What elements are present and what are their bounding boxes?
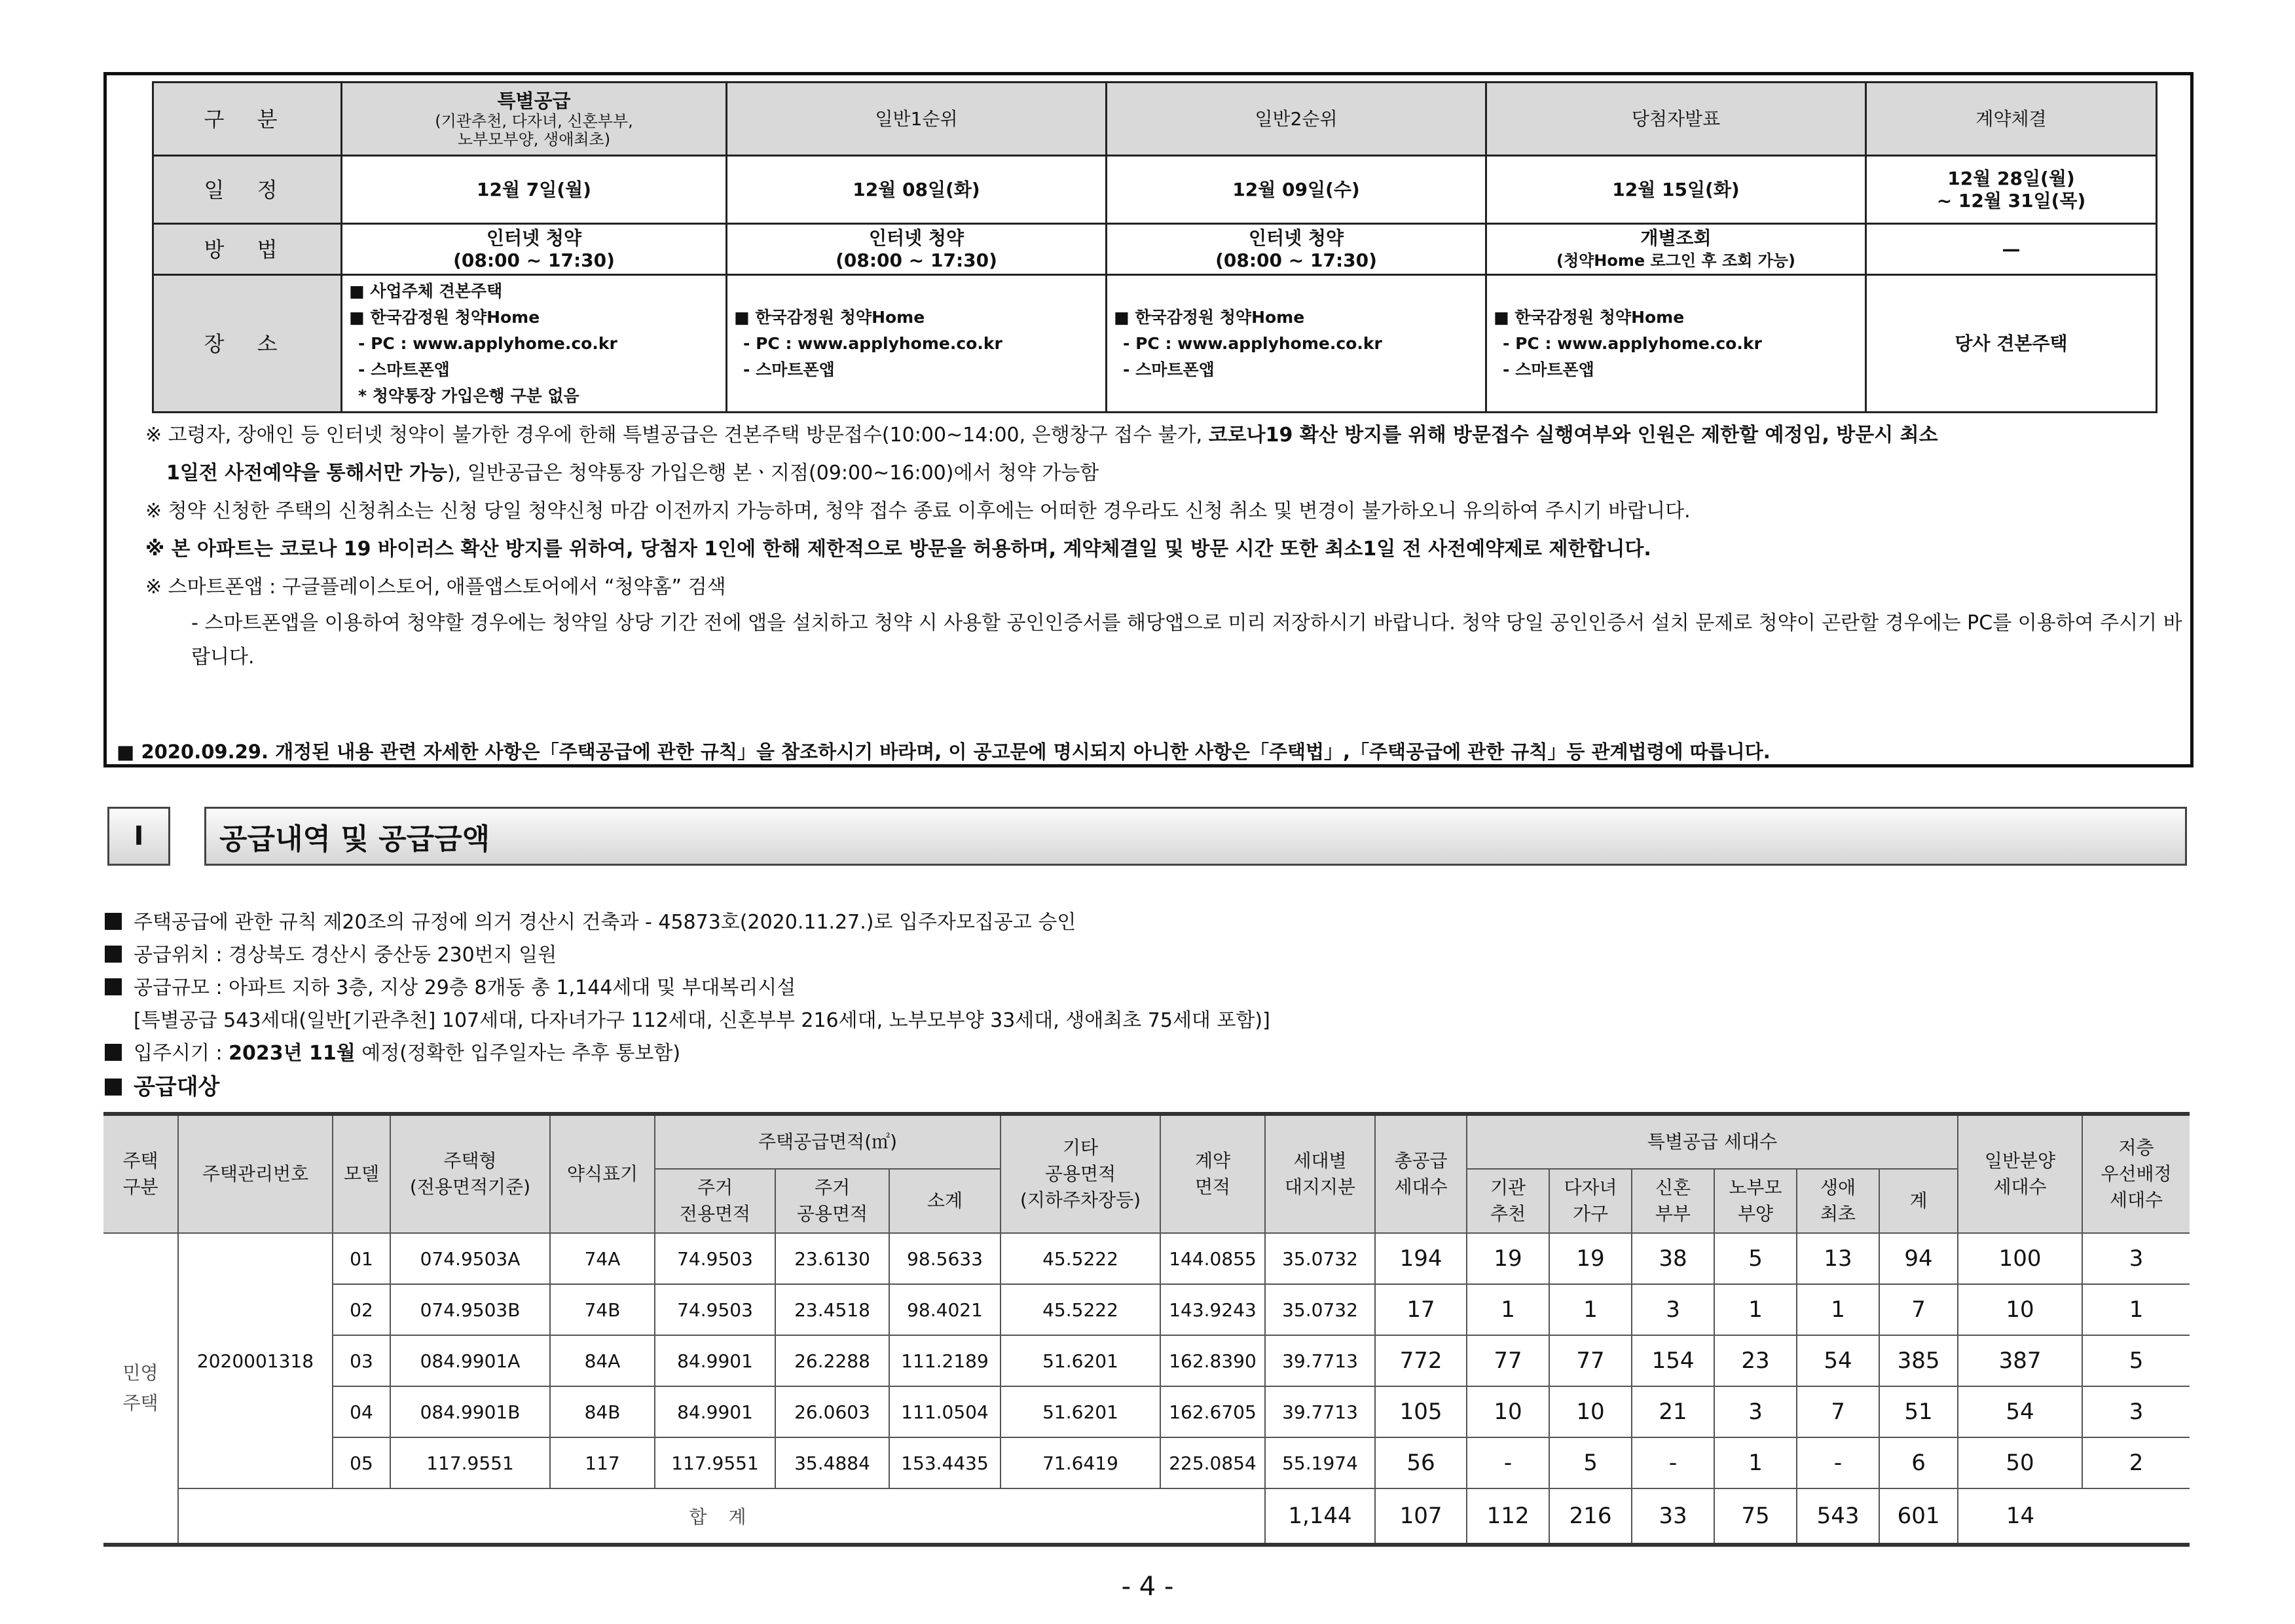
- place-line: ■ 한국감정원 청약Home: [1114, 307, 1305, 327]
- supply-target-heading: [105, 1069, 219, 1101]
- cell-multichild: 19: [1549, 1233, 1632, 1284]
- header-abbr: 약식표기: [550, 1114, 655, 1233]
- cell-subtotal: 98.5633: [889, 1233, 1001, 1284]
- note-2: ※ 청약 신청한 주택의 신청취소는 신청 당일 청약신청 마감 이전까지 가능하며, 청약 접수 종료 이후에는 어떠한 경우라도 신청 취소 및 변경이 불가하오니 유의하여 주시기 바랍니다.: [145, 500, 1691, 523]
- table-row: [103, 1386, 2190, 1437]
- table-row: [103, 1233, 2190, 1284]
- header-mgmt: 주택관리번호: [178, 1114, 333, 1233]
- place-line: - PC : www.applyhome.co.kr: [743, 333, 1002, 353]
- cell-common: 26.0603: [775, 1386, 889, 1437]
- info-text: 공급위치 : 경상북도 경산시 중산동 230번지 일원: [134, 944, 557, 967]
- cell-common: 35.4884: [775, 1437, 889, 1488]
- cell-firsttime: 13: [1797, 1233, 1879, 1284]
- info-text: 주택공급에 관한 규칙 제20조의 규정에 의거 경산시 건축과 - 45873호(2020.11.27.)로 입주자모집공고 승인: [134, 911, 1076, 934]
- cell-institution: 19: [1467, 1233, 1549, 1284]
- cell-model: 05: [333, 1437, 390, 1488]
- header-text: 세대별: [1293, 1150, 1347, 1172]
- info-text: 입주시기 :: [134, 1042, 229, 1065]
- method-label: 방 법: [153, 224, 342, 275]
- info-text: 예정(정확한 입주일자는 추후 통보함): [355, 1042, 681, 1065]
- schedule-header-winner: 당첨자발표: [1486, 83, 1866, 156]
- cell-total: 772: [1375, 1335, 1467, 1386]
- section-number: Ⅰ: [107, 807, 170, 866]
- header-text: 기관: [1490, 1177, 1526, 1198]
- place-line: - 스마트폰앱: [1123, 360, 1215, 379]
- cell-general: 54: [1958, 1386, 2082, 1437]
- place-line: - PC : www.applyhome.co.kr: [1123, 333, 1382, 353]
- cell-common: 23.4518: [775, 1284, 889, 1335]
- cell-etc: 51.6201: [1001, 1386, 1160, 1437]
- total-multichild: 112: [1467, 1488, 1549, 1545]
- cell-model: 01: [333, 1233, 390, 1284]
- cell-contract: 162.6705: [1160, 1386, 1265, 1437]
- note-1b: [145, 454, 2188, 492]
- cell-contract: 143.9243: [1160, 1284, 1265, 1335]
- cell-land: 35.0732: [1265, 1233, 1375, 1284]
- header-multichild: [1549, 1169, 1632, 1233]
- header-newlywed: [1632, 1169, 1714, 1233]
- header-low-floor: [2082, 1114, 2190, 1233]
- total-sum: 543: [1797, 1488, 1879, 1545]
- header-text: 계약: [1194, 1150, 1231, 1172]
- header-text: 다자녀: [1564, 1177, 1617, 1198]
- cell-newlywed: -: [1632, 1437, 1714, 1488]
- cell-elderly: 3: [1714, 1386, 1797, 1437]
- header-text: 부양: [1737, 1203, 1774, 1225]
- header-text: 가구: [1572, 1203, 1609, 1225]
- header-text: 최초: [1820, 1203, 1856, 1225]
- header-text: 대지지분: [1284, 1176, 1356, 1198]
- place-line: ■ 한국감정원 청약Home: [1494, 307, 1685, 327]
- cell-land: 39.7713: [1265, 1335, 1375, 1386]
- cell-subtotal: 153.4435: [889, 1437, 1001, 1488]
- place-line: - PC : www.applyhome.co.kr: [358, 333, 617, 353]
- cell-low-floor: 1: [2082, 1284, 2190, 1335]
- header-land: [1265, 1114, 1375, 1233]
- date-contract: [1866, 156, 2157, 224]
- header-text: 주거: [697, 1177, 733, 1198]
- place-line: ■ 사업주체 견본주택: [349, 281, 503, 301]
- header-sum: 계: [1879, 1169, 1958, 1233]
- header-text: 추천: [1490, 1203, 1526, 1225]
- info-line-special: [특별공급 543세대(일반[기관추천] 107세대, 다자녀가구 112세대, 신혼부부 216세대, 노부모부양 33세대, 생애최초 75세대 포함)]: [134, 1009, 1270, 1032]
- section-title: 공급내역 및 공급금액: [204, 807, 2187, 866]
- table-row: [103, 1284, 2190, 1335]
- header-text: 주택형: [443, 1150, 497, 1172]
- cell-model: 04: [333, 1386, 390, 1437]
- header-text: 구분: [122, 1176, 158, 1198]
- cell-subtotal: 111.2189: [889, 1335, 1001, 1386]
- bullet-square-icon: [105, 913, 122, 930]
- cell-etc: 71.6419: [1001, 1437, 1160, 1488]
- cell-firsttime: -: [1797, 1437, 1879, 1488]
- header-text: 전용면적: [679, 1203, 751, 1225]
- cell-elderly: 23: [1714, 1335, 1797, 1386]
- cell-abbr: 74A: [550, 1233, 655, 1284]
- note-bold-text: 코로나19 확산 방지를 위해 방문접수 실행여부와 인원은 제한할 예정임, 방문시 최소: [1208, 424, 1938, 447]
- cell-low-floor: 5: [2082, 1335, 2190, 1386]
- date-special: 12월 7일(월): [342, 156, 727, 224]
- special-sub2: 노부모부양, 생애최초): [457, 130, 611, 149]
- cell-firsttime: 7: [1797, 1386, 1879, 1437]
- schedule-header-gen2: 일반2순위: [1107, 83, 1486, 156]
- cell-etc: 45.5222: [1001, 1233, 1160, 1284]
- header-text: 주거: [814, 1177, 851, 1198]
- category-text: 민영: [122, 1362, 158, 1384]
- date-contract-end: ~ 12월 31일(목): [1936, 189, 2086, 212]
- cell-exclusive: 84.9901: [655, 1335, 775, 1386]
- method-hours: (08:00 ~ 17:30): [835, 249, 997, 271]
- place-line: ■ 한국감정원 청약Home: [349, 307, 540, 327]
- schedule-header-gen1: 일반1순위: [727, 83, 1107, 156]
- header-firsttime: [1797, 1169, 1879, 1233]
- cell-total: 56: [1375, 1437, 1467, 1488]
- cell-model: 03: [333, 1335, 390, 1386]
- place-label: 장 소: [153, 275, 342, 413]
- category-cell: [103, 1233, 178, 1545]
- header-etc: [1001, 1114, 1160, 1233]
- info-line-movein: [105, 1037, 1270, 1070]
- header-house: [390, 1114, 550, 1233]
- info-line-scale: [105, 972, 1270, 1005]
- note-1a: [145, 416, 2188, 454]
- date-gen2: 12월 09일(수): [1107, 156, 1486, 224]
- bullet-square-icon: [105, 946, 122, 963]
- cell-institution: 1: [1467, 1284, 1549, 1335]
- method-gen2: [1107, 224, 1486, 275]
- cell-abbr: 84B: [550, 1386, 655, 1437]
- bullet-square-icon: [105, 1044, 122, 1061]
- schedule-date-row: [153, 156, 2157, 224]
- cell-etc: 51.6201: [1001, 1335, 1160, 1386]
- cell-type: 084.9901A: [390, 1335, 550, 1386]
- mgmt-number-cell: 2020001318: [178, 1233, 333, 1488]
- place-line: ■ 한국감정원 청약Home: [734, 307, 925, 327]
- date-winner: 12월 15일(화): [1486, 156, 1866, 224]
- date-label: 일 정: [153, 156, 342, 224]
- cell-sum: 51: [1879, 1386, 1958, 1437]
- cell-land: 55.1974: [1265, 1437, 1375, 1488]
- header-text: 저층: [2118, 1137, 2154, 1158]
- header-text: 신혼: [1655, 1177, 1691, 1198]
- method-contract: —: [1866, 224, 2157, 275]
- total-total: 1,144: [1265, 1488, 1375, 1545]
- header-text: 면적: [1194, 1176, 1231, 1198]
- header-text: 생애: [1820, 1177, 1856, 1198]
- supply-header-row-1: [103, 1114, 2190, 1169]
- header-text: 공용면적: [1044, 1163, 1116, 1185]
- special-sub1: (기관추천, 다자녀, 신혼부부,: [435, 111, 633, 130]
- cell-total: 105: [1375, 1386, 1467, 1437]
- info-line-approval: [105, 906, 1270, 939]
- place-line: - 스마트폰앱: [358, 360, 450, 379]
- cell-contract: 162.8390: [1160, 1335, 1265, 1386]
- cell-newlywed: 38: [1632, 1233, 1714, 1284]
- total-low-floor: 14: [1958, 1488, 2082, 1545]
- header-text: 세대수: [2109, 1189, 2163, 1211]
- cell-type: 084.9901B: [390, 1386, 550, 1437]
- header-type: [103, 1114, 178, 1233]
- place-line: - PC : www.applyhome.co.kr: [1503, 333, 1762, 353]
- supply-table: [103, 1112, 2190, 1547]
- cell-abbr: 74B: [550, 1284, 655, 1335]
- method-gen1: [727, 224, 1107, 275]
- cell-abbr: 117: [550, 1437, 655, 1488]
- table-row: [103, 1335, 2190, 1386]
- place-line: - 스마트폰앱: [1503, 360, 1594, 379]
- cell-multichild: 10: [1549, 1386, 1632, 1437]
- cell-general: 10: [1958, 1284, 2082, 1335]
- total-newlywed: 216: [1549, 1488, 1632, 1545]
- special-title: 특별공급: [497, 89, 571, 112]
- header-special: 특별공급 세대수: [1467, 1114, 1958, 1169]
- note-5: - 스마트폰앱을 이용하여 청약할 경우에는 청약일 상당 기간 전에 앱을 설치하고 청약 시 사용할 공인인증서를 해당앱으로 미리 저장하시기 바랍니다. 청약 당일 공인인증서 설치 문제로 청약이 곤란할 경우에는 PC를 이용하여 주시기 바랍니다.: [191, 612, 2182, 669]
- cell-multichild: 5: [1549, 1437, 1632, 1488]
- cell-elderly: 1: [1714, 1437, 1797, 1488]
- note-bold-text: 1일전 사전예약을 통해서만 가능: [166, 462, 447, 485]
- cell-etc: 45.5222: [1001, 1284, 1160, 1335]
- header-elderly: [1714, 1169, 1797, 1233]
- info-text: 공급규모 : 아파트 지하 3층, 지상 29층 8개동 총 1,144세대 및 부대복리시설: [134, 976, 796, 999]
- cell-low-floor: 2: [2082, 1437, 2190, 1488]
- place-special: [342, 275, 727, 413]
- header-text: 일반분양: [1984, 1150, 2056, 1172]
- total-firsttime: 75: [1714, 1488, 1797, 1545]
- cell-multichild: 1: [1549, 1284, 1632, 1335]
- cell-model: 02: [333, 1284, 390, 1335]
- header-text: 공용면적: [796, 1203, 868, 1225]
- method-winner-sub: (청약Home 로그인 후 조회 가능): [1556, 251, 1796, 270]
- note-text: ※ 고령자, 장애인 등 인터넷 청약이 불가한 경우에 한해 특별공급은 견본주택 방문접수(10:00~14:00, 은행창구 접수 불가,: [145, 424, 1209, 447]
- schedule-table: [152, 81, 2157, 413]
- category-text: 주택: [122, 1392, 158, 1414]
- place-line: * 청약통장 가입은행 구분 없음: [358, 386, 579, 405]
- method-online: 인터넷 청약: [1249, 227, 1344, 249]
- method-winner: [1486, 224, 1866, 275]
- supply-info: [105, 906, 1270, 1070]
- date-contract-start: 12월 28일(월): [1947, 167, 2075, 189]
- totals-row: [103, 1488, 2190, 1545]
- cell-type: 117.9551: [390, 1437, 550, 1488]
- header-text: 총공급: [1394, 1150, 1448, 1172]
- cell-sum: 7: [1879, 1284, 1958, 1335]
- header-model: 모델: [333, 1114, 390, 1233]
- cell-common: 23.6130: [775, 1233, 889, 1284]
- cell-land: 39.7713: [1265, 1386, 1375, 1437]
- info-bold-text: 2023년 11월: [229, 1042, 356, 1065]
- cell-total: 194: [1375, 1233, 1467, 1284]
- method-hours: (08:00 ~ 17:30): [1215, 249, 1377, 271]
- cell-newlywed: 21: [1632, 1386, 1714, 1437]
- bullet-square-icon: [105, 1079, 122, 1096]
- cell-sum: 94: [1879, 1233, 1958, 1284]
- table-row: [103, 1437, 2190, 1488]
- cell-total: 17: [1375, 1284, 1467, 1335]
- cell-abbr: 84A: [550, 1335, 655, 1386]
- cell-contract: 225.0854: [1160, 1437, 1265, 1488]
- schedule-header-special: [342, 83, 727, 156]
- place-line: - 스마트폰앱: [743, 360, 835, 379]
- header-contract: [1160, 1114, 1265, 1233]
- cell-land: 35.0732: [1265, 1284, 1375, 1335]
- cell-institution: 10: [1467, 1386, 1549, 1437]
- note-text: ), 일반공급은 청약통장 가입은행 본ㆍ지점(09:00~16:00)에서 청약 가능함: [447, 462, 1099, 485]
- cell-elderly: 5: [1714, 1233, 1797, 1284]
- cell-exclusive: 84.9901: [655, 1386, 775, 1437]
- cell-type: 074.9503A: [390, 1233, 550, 1284]
- header-text: 부부: [1655, 1203, 1691, 1225]
- cell-exclusive: 74.9503: [655, 1284, 775, 1335]
- header-text: 기타: [1062, 1137, 1099, 1158]
- header-text: 세대수: [1394, 1176, 1448, 1198]
- cell-institution: -: [1467, 1437, 1549, 1488]
- subhead-text: 공급대상: [134, 1074, 220, 1100]
- header-common: [775, 1169, 889, 1233]
- cell-exclusive: 74.9503: [655, 1233, 775, 1284]
- schedule-place-row: [153, 275, 2157, 413]
- cell-multichild: 77: [1549, 1335, 1632, 1386]
- header-subtotal: 소계: [889, 1169, 1001, 1233]
- date-gen1: 12월 08일(화): [727, 156, 1107, 224]
- method-online: 인터넷 청약: [869, 227, 964, 249]
- header-general: [1958, 1114, 2082, 1233]
- header-institution: [1467, 1169, 1549, 1233]
- total-general: 601: [1879, 1488, 1958, 1545]
- totals-label: 합 계: [178, 1488, 1265, 1545]
- cell-subtotal: 111.0504: [889, 1386, 1001, 1437]
- cell-institution: 77: [1467, 1335, 1549, 1386]
- total-institution: 107: [1375, 1488, 1467, 1545]
- header-exclusive: [655, 1169, 775, 1233]
- cell-firsttime: 1: [1797, 1284, 1879, 1335]
- cell-exclusive: 117.9551: [655, 1437, 775, 1488]
- header-text: (지하주차장등): [1019, 1189, 1141, 1211]
- bullet-square-icon: [105, 978, 122, 995]
- cell-type: 074.9503B: [390, 1284, 550, 1335]
- cell-contract: 144.0855: [1160, 1233, 1265, 1284]
- method-hours: (08:00 ~ 17:30): [453, 249, 615, 271]
- cell-elderly: 1: [1714, 1284, 1797, 1335]
- total-elderly: 33: [1632, 1488, 1714, 1545]
- cell-general: 50: [1958, 1437, 2082, 1488]
- cell-common: 26.2288: [775, 1335, 889, 1386]
- note-3: ※ 본 아파트는 코로나 19 바이러스 확산 방지를 위하여, 당첨자 1인에 한해 제한적으로 방문을 허용하며, 계약체결일 및 방문 시간 또한 최소1일 전 사전예약제로 제한합니다.: [145, 538, 1651, 561]
- schedule-header-contract: 계약체결: [1866, 83, 2157, 156]
- header-text: 주택: [122, 1150, 158, 1172]
- cell-sum: 385: [1879, 1335, 1958, 1386]
- header-text: 노부모: [1729, 1177, 1782, 1198]
- page-number: - 4 -: [1121, 1572, 1174, 1602]
- cell-newlywed: 154: [1632, 1335, 1714, 1386]
- info-line-location: [105, 939, 1270, 972]
- method-online: 인터넷 청약: [487, 227, 581, 249]
- note-4: ※ 스마트폰앱 : 구글플레이스토어, 애플앱스토어에서 “청약홈” 검색: [145, 576, 726, 599]
- schedule-method-row: [153, 224, 2157, 275]
- notes: [145, 416, 2188, 674]
- header-total: [1375, 1114, 1467, 1233]
- cell-sum: 6: [1879, 1437, 1958, 1488]
- cell-firsttime: 54: [1797, 1335, 1879, 1386]
- final-note: ■ 2020.09.29. 개정된 내용 관련 자세한 사항은「주택공급에 관한 규칙」을 참조하시기 바라며, 이 공고문에 명시되지 아니한 사항은「주택법」,「주택공급에 관한 규칙」등 관계법령에 따릅니다.: [117, 741, 1771, 763]
- schedule-label-header: 구 분: [153, 83, 342, 156]
- cell-low-floor: 3: [2082, 1233, 2190, 1284]
- place-winner: [1486, 275, 1866, 413]
- cell-general: 387: [1958, 1335, 2082, 1386]
- place-gen1: [727, 275, 1107, 413]
- place-contract: 당사 견본주택: [1866, 275, 2157, 413]
- cell-low-floor: 3: [2082, 1386, 2190, 1437]
- cell-newlywed: 3: [1632, 1284, 1714, 1335]
- cell-general: 100: [1958, 1233, 2082, 1284]
- header-text: 우선배정: [2101, 1163, 2172, 1185]
- place-gen2: [1107, 275, 1486, 413]
- header-text: (전용면적기준): [409, 1176, 531, 1198]
- method-special: [342, 224, 727, 275]
- method-winner-main: 개별조회: [1640, 227, 1712, 249]
- header-text: 세대수: [1993, 1176, 2047, 1198]
- cell-subtotal: 98.4021: [889, 1284, 1001, 1335]
- schedule-header-row: [153, 83, 2157, 156]
- header-area: 주택공급면적(㎡): [655, 1114, 1001, 1169]
